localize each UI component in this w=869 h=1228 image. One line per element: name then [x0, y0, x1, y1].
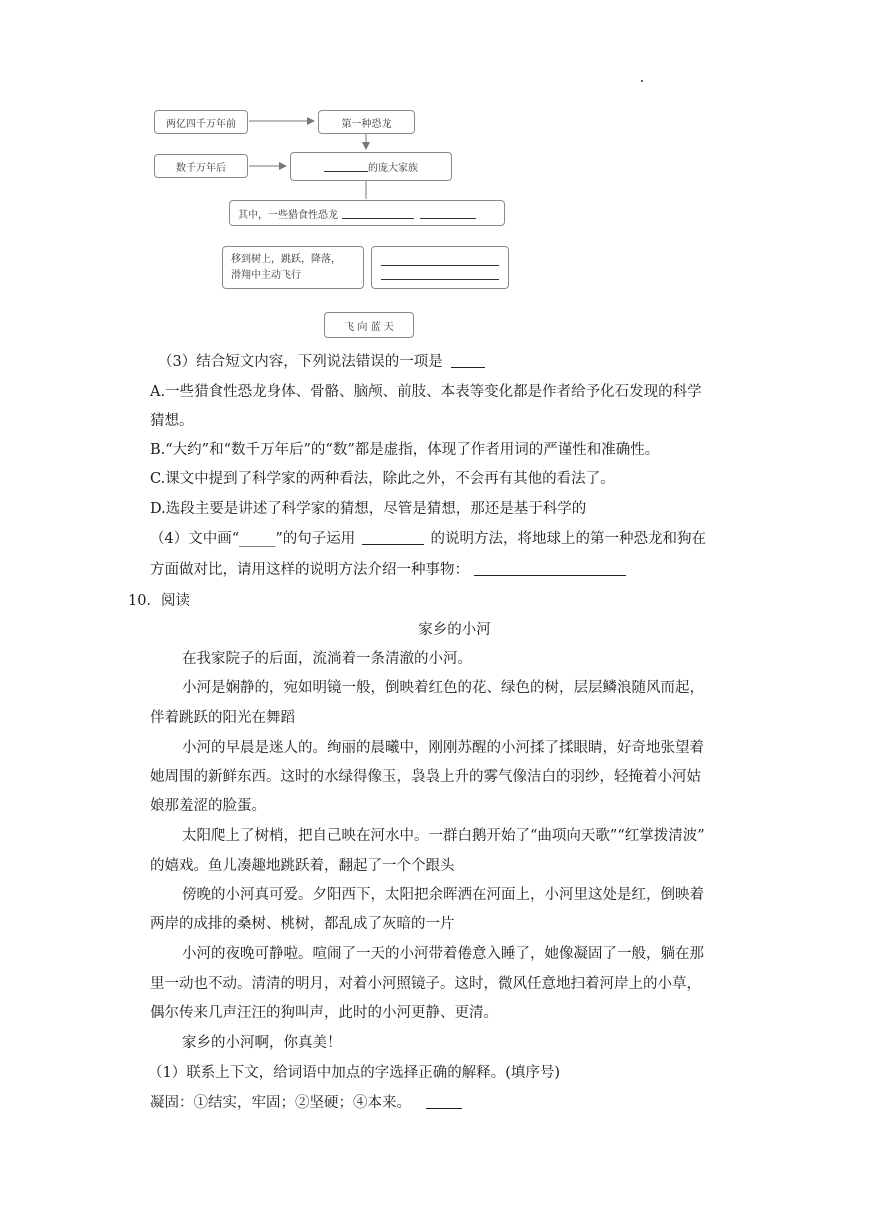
q10-label-line — [0, 591, 869, 611]
flow-box-1-text: 两亿四千万年前 — [166, 118, 236, 130]
flow-box-8 — [324, 312, 414, 338]
q3-option-b-text: B.“大约”和“数千万年后”的“数”都是虚指，体现了作者用词的严谨性和准确性。 — [150, 442, 660, 458]
q4-line-2 — [0, 560, 869, 580]
flow-box-3 — [154, 154, 248, 178]
q3-stem: （3）结合短文内容，下列说法错误的一项是 — [158, 354, 443, 370]
q3-option-a-text-1: A.一些猎食性恐龙身体、骨骼、脑颅、前肢、本表等变化都是作者给予化石发现的科学 — [150, 384, 702, 400]
passage-p4-text-1: 太阳爬上了树梢，把自己映在河水中。一群白鹅开始了“曲项向天歌”“红掌拨清波” — [182, 828, 705, 844]
flow-box-6 — [222, 246, 364, 289]
q10-sub1-answer-blank[interactable] — [426, 1094, 462, 1109]
q10-label: 10．阅读 — [128, 593, 190, 609]
q4-line-1 — [0, 529, 869, 549]
flow-box-5-text: 其中，一些猎食性恐龙 — [238, 209, 338, 221]
q3-option-d-text: D.选段主要是讲述了科学家的猜想，尽管是猜想，那还是基于科学的 — [150, 501, 587, 517]
passage-p3-line-2 — [0, 767, 869, 787]
q4-text-1: （4）文中画“_____”的句子运用 — [150, 531, 356, 547]
passage-p4-line-2 — [0, 856, 869, 876]
q10-sub1-item-line — [0, 1093, 869, 1113]
q10-sub1-line — [0, 1063, 869, 1083]
passage-p4-text-2: 的嬉戏。鱼儿凑趣地跳跃着，翻起了一个个跟头 — [150, 858, 455, 874]
passage-p3-text-3: 娘那羞涩的脸蛋。 — [150, 798, 266, 814]
passage-p3-text-1: 小河的早晨是迷人的。绚丽的晨曦中，刚刚苏醒的小河揉了揉眼睛，好奇地张望着 — [182, 740, 704, 756]
passage-p5-line-2 — [0, 914, 869, 934]
q3-option-c-line — [0, 469, 869, 489]
passage-p4-line-1 — [0, 826, 869, 846]
q3-option-b-line — [0, 440, 869, 460]
passage-p5-line-1 — [0, 885, 869, 905]
q10-sub1-item-text: 凝固：①结实，牢固；②坚硬；④本来。 — [150, 1095, 411, 1111]
flow-box-7-blank-2 — [381, 270, 499, 280]
flow-box-6-line-2: 滑翔中主动飞行 — [231, 269, 301, 281]
passage-title-line — [0, 620, 869, 640]
passage-p2-text-1: 小河是娴静的，宛如明镜一般，倒映着红色的花、绿色的树，层层鳞浪随风而起， — [182, 680, 704, 696]
passage-p1-text: 在我家院子的后面，流淌着一条清澈的小河。 — [182, 651, 472, 667]
flow-box-6-line-1: 移到树上，跳跃，降落， — [231, 253, 341, 265]
flow-box-2-text: 第一种恐龙 — [341, 118, 392, 130]
passage-p6-text-1: 小河的夜晚可静啦。喧闹了一天的小河带着倦意入睡了，她像凝固了一般，躺在那 — [182, 946, 704, 962]
passage-p3-line-1 — [0, 738, 869, 758]
passage-p1 — [0, 649, 869, 669]
passage-p3-line-3 — [0, 796, 869, 816]
passage-p5-text-2: 两岸的成排的桑树、桃树，都乱成了灰暗的一片 — [150, 916, 455, 932]
passage-p3-text-2: 她周围的新鲜东西。这时的水绿得像玉，袅袅上升的雾气像洁白的羽纱，轻掩着小河姑 — [150, 769, 701, 785]
flow-box-5-blank-2 — [420, 208, 476, 219]
q3-option-c-text: C.课文中提到了科学家的两种看法，除此之外，不会再有其他的看法了。 — [150, 471, 615, 487]
flow-box-2 — [318, 110, 415, 134]
passage-p6-text-3: 偶尔传来几声汪汪的狗叫声，此时的小河更静、更清。 — [150, 1005, 498, 1021]
q3-answer-blank[interactable] — [451, 353, 485, 368]
q3-stem-line — [0, 352, 869, 372]
q3-option-d-line — [0, 499, 869, 519]
flow-box-5 — [229, 200, 505, 226]
passage-title: 家乡的小河 — [418, 622, 491, 638]
passage-p6-text-2: 里一动也不动。清清的明月，对着小河照镜子。这时，微风任意地扫着河岸上的小草， — [150, 976, 701, 992]
q4-answer-blank[interactable] — [474, 561, 626, 576]
q4-method-blank[interactable] — [362, 530, 424, 545]
flow-box-4-text: 的庞大家族 — [368, 163, 418, 174]
q10-sub1-text: （1）联系上下文，给词语中加点的字选择正确的解释。(填序号) — [148, 1065, 561, 1081]
flow-box-1 — [154, 110, 248, 134]
flow-box-3-text: 数千万年后 — [176, 162, 226, 174]
flow-box-7 — [371, 246, 509, 289]
q4-text-3: 方面做对比，请用这样的说明方法介绍一种事物： — [150, 562, 469, 578]
flow-box-4-blank — [324, 161, 368, 172]
flow-box-4 — [290, 152, 452, 181]
passage-p6-line-3 — [0, 1003, 869, 1023]
passage-p6-line-2 — [0, 974, 869, 994]
flow-box-5-blank-1 — [342, 208, 414, 219]
passage-p7 — [0, 1033, 869, 1053]
passage-p2-text-2: 伴着跳跃的阳光在舞蹈 — [150, 710, 295, 726]
q3-option-a-line-1 — [0, 382, 869, 402]
flow-box-7-blank-1 — [381, 256, 499, 266]
q3-option-a-text-2: 猜想。 — [150, 413, 194, 429]
flow-box-8-text: 飞 向 蓝 天 — [344, 321, 394, 333]
passage-p7-text: 家乡的小河啊，你真美！ — [182, 1035, 342, 1051]
passage-p5-text-1: 傍晚的小河真可爱。夕阳西下，太阳把余晖洒在河面上，小河里这处是红，倒映着 — [182, 887, 704, 903]
passage-p6-line-1 — [0, 944, 869, 964]
q4-text-2: 的说明方法，将地球上的第一种恐龙和狗在 — [430, 531, 707, 547]
q3-option-a-line-2 — [0, 411, 869, 431]
passage-p2-line-1 — [0, 678, 869, 698]
passage-p2-line-2 — [0, 708, 869, 728]
